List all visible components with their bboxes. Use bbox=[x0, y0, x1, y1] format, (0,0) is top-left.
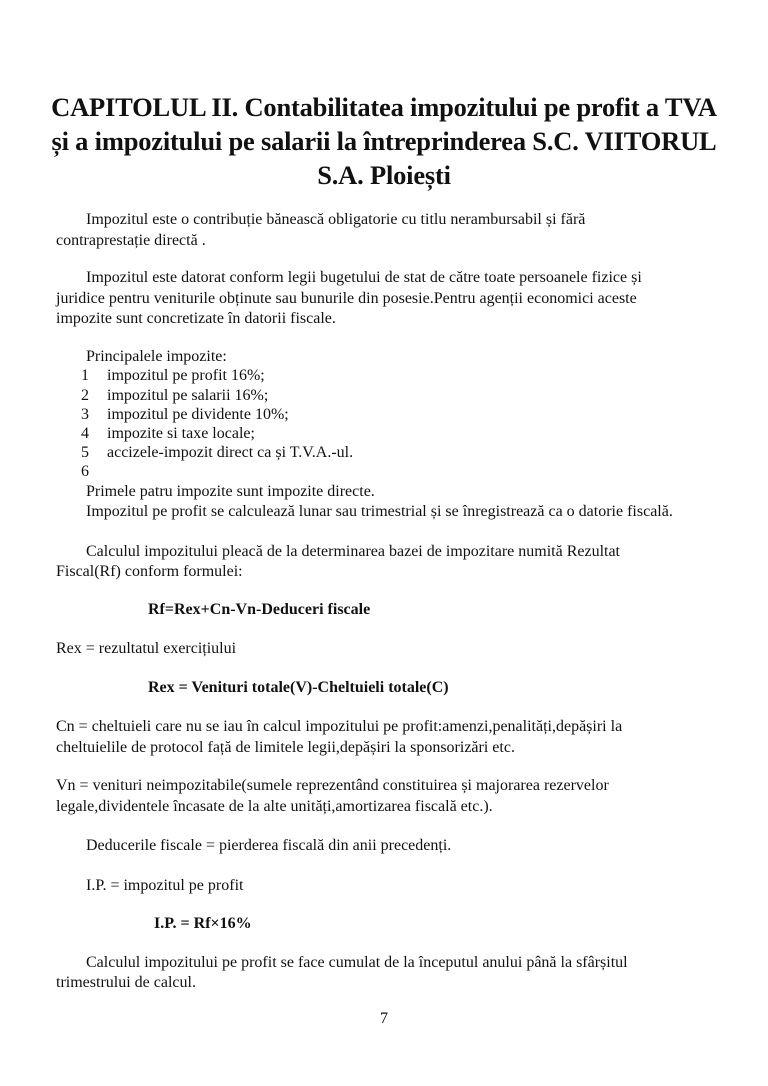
list-item-text: impozitul pe dividente 10%; bbox=[107, 406, 289, 423]
chapter-title-line-3: S.A. Ploiești bbox=[317, 160, 451, 190]
paragraph-4-line-1: Calculul impozitului pe profit se face cumulat de la începutul anului până la sfârșitul bbox=[86, 954, 628, 971]
paragraph-4-line-2: trimestrului de calcul. bbox=[56, 974, 196, 991]
list-item-number: 6 bbox=[81, 463, 89, 480]
list-item-number: 3 bbox=[81, 406, 89, 423]
list-item bbox=[81, 443, 353, 463]
paragraph-1-line-2: contraprestație directă . bbox=[56, 232, 206, 249]
paragraph-1-line-1: Impozitul este o contribuție bănească obligatorie cu titlu nerambursabil și fără bbox=[86, 211, 586, 228]
list-item-text: impozite si taxe locale; bbox=[107, 425, 255, 442]
chapter-title-line-2: și a impozitului pe salarii la întreprinderea S.C. VIITORUL bbox=[51, 126, 717, 156]
paragraph-2-line-2: juridice pentru veniturile obținute sau bunurile din posesie.Pentru agenții economici aceste bbox=[56, 290, 637, 307]
list-item-number: 5 bbox=[81, 444, 89, 461]
list-item-text: impozitul pe salarii 16%; bbox=[107, 387, 269, 404]
paragraph-3-line-1: Calculul impozitului pleacă de la determinarea bazei de impozitare numită Rezultat bbox=[86, 543, 620, 560]
list-item-text: impozitul pe profit 16%; bbox=[107, 367, 265, 384]
list-item bbox=[81, 462, 107, 482]
list-item-number: 4 bbox=[81, 425, 89, 442]
list-note-2: Impozitul pe profit se calculează lunar sau trimestrial și se înregistrează ca o datorie fiscală. bbox=[86, 503, 673, 520]
vn-definition-line-1: Vn = venituri neimpozitabile(sumele reprezentând constituirea și majorarea rezervelor bbox=[56, 777, 609, 794]
list-heading: Principalele impozite: bbox=[86, 348, 227, 365]
list-note-1: Primele patru impozite sunt impozite directe. bbox=[86, 483, 375, 500]
ip-definition: I.P. = impozitul pe profit bbox=[86, 877, 244, 894]
chapter-title-line-1: CAPITOLUL II. Contabilitatea impozitului pe profit a TVA bbox=[51, 92, 717, 122]
deduceri-definition: Deducerile fiscale = pierderea fiscală din anii precedenți. bbox=[86, 837, 452, 854]
paragraph-3-line-2: Fiscal(Rf) conform formulei: bbox=[56, 563, 243, 580]
rex-definition: Rex = rezultatul exercițiului bbox=[56, 640, 237, 657]
list-item-text: accizele-impozit direct ca și T.V.A.-ul. bbox=[107, 444, 354, 461]
formula-ip: I.P. = Rf×16% bbox=[154, 915, 252, 932]
formula-rex: Rex = Venituri totale(V)-Cheltuieli totale(C) bbox=[148, 679, 449, 696]
cn-definition-line-1: Cn = cheltuieli care nu se iau în calcul impozitului pe profit:amenzi,penalități,depășiri la bbox=[56, 718, 623, 735]
list-item bbox=[81, 405, 289, 425]
paragraph-2-line-1: Impozitul este datorat conform legii bugetului de stat de către toate persoanele fizice și bbox=[86, 269, 642, 286]
list-item-number: 2 bbox=[81, 387, 89, 404]
list-item bbox=[81, 424, 255, 444]
vn-definition-line-2: legale,dividentele încasate de la alte unități,amortizarea fiscală etc.). bbox=[56, 798, 493, 815]
list-item-number: 1 bbox=[81, 367, 89, 384]
chapter-title bbox=[40, 90, 728, 192]
paragraph-2-line-3: impozite sunt concretizate în datorii fiscale. bbox=[56, 310, 336, 327]
cn-definition-line-2: cheltuielile de protocol față de limitele legii,depășiri la sponsorizări etc. bbox=[56, 739, 515, 756]
page-number: 7 bbox=[380, 1010, 388, 1027]
list-item bbox=[81, 386, 268, 406]
list-item bbox=[81, 366, 265, 386]
formula-rf: Rf=Rex+Cn-Vn-Deduceri fiscale bbox=[148, 601, 371, 618]
